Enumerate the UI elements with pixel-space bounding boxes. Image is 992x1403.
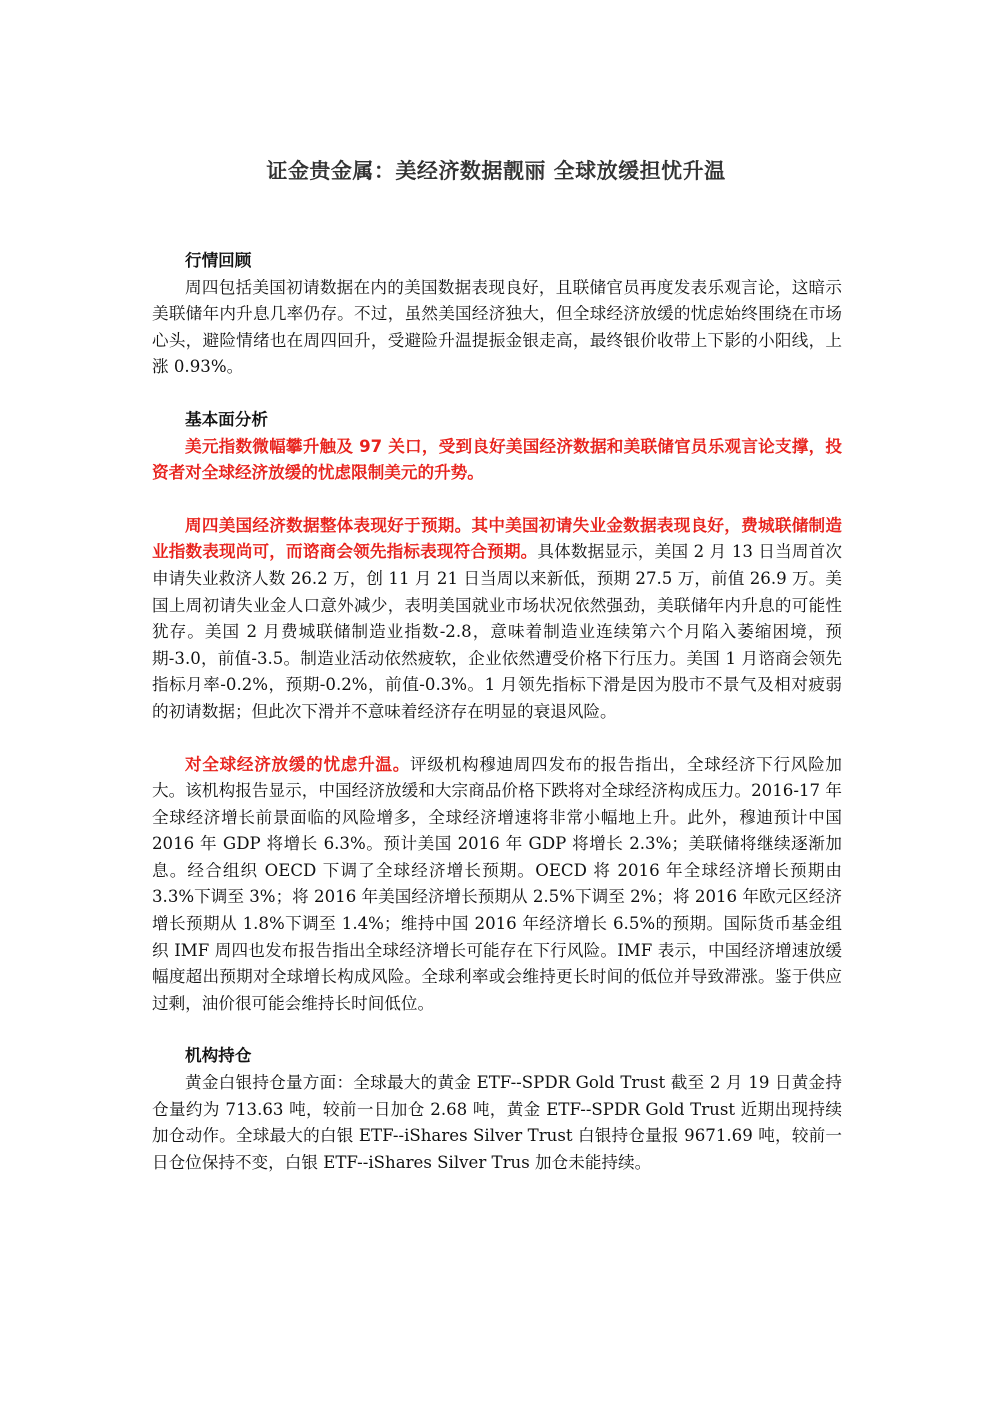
fundamentals-paragraph-3: [152, 752, 842, 1018]
section-spacer: [152, 487, 842, 513]
market-review-paragraph: 周四包括美国初请数据在内的美国数据表现良好，且联储官员再度发表乐观言论，这暗示美联储年内升息几率仍存。不过，虽然美国经济独大，但全球经济放缓的忧虑始终围绕在市场心头，避险情绪也在周四回升，受避险升温提振金银走高，最终银价收带上下影的小阳线，上涨 0.93%。: [152, 277, 842, 377]
body-text: 具体数据显示，美国 2 月 13 日当周首次申请失业救济人数 26.2 万，创 11 月 21 日当周以来新低，预期 27.5 万，前值 26.9 万。美国上周初请失业金人口意外减少，表明美国就业市场状况依然强劲，美联储年内升息的可能性犹存。美国 2 月费城联储制造业指数-2.8，意味着制造业连续第六个月陷入萎缩困境，预期-3.0，前值-3.5。制造业活动依然疲软，企业依然遭受价格下行压力。美国 1 月谘商会领先指标月率-0.2%，预期-0.2%，前值-0.3%。1 月领先指标下滑是因为股市不景气及相对疲弱的初请数据；但此次下滑并不意味着经济存在明显的衰退风险。: [152, 542, 842, 721]
highlight-text: 美元指数微幅攀升触及 97 关口，受到良好美国经济数据和美联储官员乐观言论支撑，投资者对全球经济放缓的忧虑限制美元的升势。: [152, 436, 842, 483]
heading-market-review: 行情回顾: [185, 251, 252, 270]
body-text: 评级机构穆迪周四发布的报告指出，全球经济下行风险加大。该机构报告显示，中国经济放缓和大宗商品价格下跌将对全球经济构成压力。2016-17 年全球经济增长前景面临的风险增多，全球经济增速将非常小幅地上升。此外，穆迪预计中国 2016 年 GDP 将增长 6.3%。预计美国 2016 年 GDP 将增长 2.3%；美联储将继续逐渐加息。经合组织 OECD 下调了全球经济增长预期。OECD 将 2016 年全球经济增长预期由 3.3%下调至 3%；将 2016 年美国经济增长预期从 2.5%下调至 2%；将 2016 年欧元区经济增长预期从 1.8%下调至 1.4%；维持中国 2016 年经济增长 6.5%的预期。国际货币基金组织 IMF 周四也发布报告指出全球经济增长可能存在下行风险。IMF 表示，中国经济增速放缓幅度超出预期对全球增长构成风险。全球利率或会维持更长时间的低位并导致滞涨。鉴于供应过剩，油价很可能会维持长时间低位。: [152, 754, 843, 1013]
holdings-paragraph: 黄金白银持仓量方面：全球最大的黄金 ETF--SPDR Gold Trust 截至 2 月 19 日黄金持仓量约为 713.63 吨，较前一日加仓 2.68 吨，黄金 ETF--SPDR Gold Trust 近期出现持续加仓动作。全球最大的白银 ETF--iShares Silver Trust 白银持仓量报 9671.69 吨，较前一日仓位保持不变，白银 ETF--iShares Silver Trus 加仓未能持续。: [152, 1073, 842, 1172]
highlight-text: 对全球经济放缓的忧虑升温。: [185, 754, 411, 774]
section-spacer: [152, 381, 842, 407]
heading-holdings: 机构持仓: [185, 1046, 252, 1066]
section-spacer: [152, 1017, 842, 1043]
fundamentals-paragraph-1: [152, 434, 842, 487]
fundamentals-paragraph-2: [152, 513, 842, 726]
document-body: [152, 248, 842, 1176]
page-title: 证金贵金属：美经济数据靓丽 全球放缓担忧升温: [266, 159, 726, 183]
heading-fundamentals: 基本面分析: [185, 409, 268, 429]
highlight-text: 周四美国经济数据整体表现好于预期。其中美国初请失业金数据表现良好，费城联储制造业指数表现尚可，而谘商会领先指标表现符合预期。: [152, 515, 842, 562]
section-spacer: [152, 726, 842, 752]
